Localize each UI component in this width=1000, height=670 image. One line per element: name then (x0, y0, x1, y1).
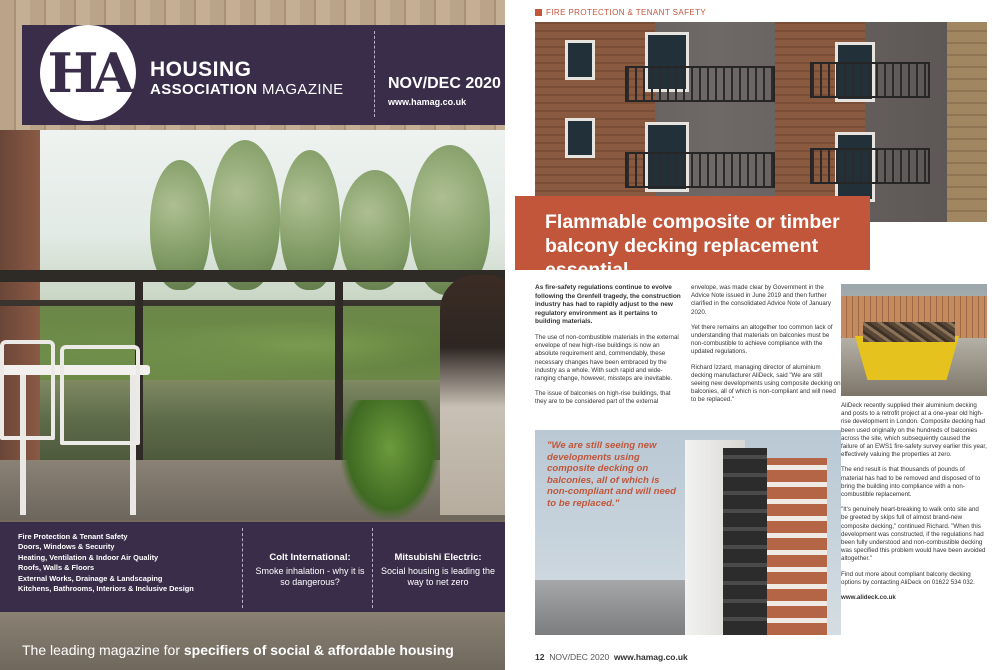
tree-image (280, 150, 340, 290)
ha-logo (40, 25, 136, 121)
topic-item: Fire Protection & Tenant Safety (18, 532, 128, 541)
balcony-railing (810, 62, 930, 98)
article-paragraph: Richard Izzard, managing director of aluminium decking manufacturer AliDeck, said "We are still seeing new developments using composite decking on balconies, all of which is non-compliant and will need to be replaced." (691, 363, 841, 404)
article-website: www.alideck.co.uk (841, 594, 896, 602)
article-paragraph: The use of non-combustible materials in the external envelope of new high-rise buildings is now an absolute requirement and, commendably, these necessary changes have been embraced by the industry as a whole. With such rapid and wide-ranging change, however, missteps are inevitable. (535, 333, 679, 382)
feature-colt (255, 552, 365, 588)
article-paragraph: The end result is that thousands of pounds of material has had to be removed and disposed of to bring the building into compliance with a non-combustible replacement. (841, 466, 981, 499)
yellow-skip (855, 336, 959, 380)
logo-letters: HA (47, 41, 129, 105)
cover-strapline (22, 642, 454, 658)
article-lead: As fire-safety regulations continue to evolve following the Grenfell tragedy, the construction industry has had to rapidly adjust to the new regulatory environment as it pertains to building materials. (535, 284, 681, 326)
brick-facade (535, 22, 655, 222)
strapline-bold: specifiers of social & affordable housing (183, 642, 454, 658)
article-page (515, 0, 1000, 670)
cover-contents-band (0, 522, 505, 612)
topic-item: Kitchens, Bathrooms, Interiors & Inclusive Design (18, 584, 194, 594)
tree-image (210, 140, 280, 290)
title-association: ASSOCIATION (150, 81, 258, 98)
stone-wall (947, 22, 987, 222)
masthead (22, 25, 505, 125)
article-paragraph: Yet there remains an altogether too common lack of understanding that materials on balconies must be non-combustible to achieve compliance with the updated regulations. (691, 323, 833, 356)
tower-brick-wall (767, 458, 827, 635)
window (565, 40, 595, 80)
balcony-railing (625, 152, 775, 188)
feature-heading: Colt International: (269, 552, 351, 563)
article-column-1 (535, 284, 683, 414)
chair (60, 345, 140, 445)
balcony-railing (625, 66, 775, 102)
topic-item: Heating, Ventilation & Indoor Air Quality (18, 552, 159, 562)
cover-url: www.hamag.co.uk (388, 97, 467, 107)
band-divider (242, 528, 243, 608)
pull-quote: "We are still seeing new developments using composite decking on balconies, all of which is non-compliant and will need to be replaced." (547, 440, 676, 509)
window-frame (0, 270, 505, 282)
balcony-railing (810, 148, 930, 184)
building-photo (535, 22, 987, 222)
band-divider (372, 528, 373, 608)
title-line-1: HOUSING (150, 58, 252, 81)
footer-url: www.hamag.co.uk (613, 652, 688, 662)
article-column-3 (841, 402, 987, 609)
potted-plant (340, 400, 440, 520)
cover-bottom-strip (0, 612, 505, 670)
title-line-2 (150, 82, 344, 97)
feature-body: Smoke inhalation - why it is so dangerous? (255, 566, 365, 587)
page-number: 12 (535, 652, 545, 662)
section-square-icon (535, 9, 542, 16)
magazine-title (150, 59, 344, 97)
article-paragraph: Find out more about compliant balcony decking options by contacting AliDeck on 01622 534 032. (841, 570, 975, 586)
person-figure (440, 275, 505, 515)
chair (0, 340, 55, 440)
tower-balconies (723, 448, 767, 635)
topic-item: Doors, Windows & Security (18, 542, 115, 552)
article-headline: Flammable composite or timber balcony decking replacement essential (545, 211, 840, 281)
article-column-2 (691, 284, 841, 412)
topic-item: External Works, Drainage & Landscaping (18, 573, 163, 583)
article-paragraph: AliDeck recently supplied their aluminium decking and posts to a retrofit project at a one-year old high-rise development in London. Composite decking had been used originally on the hundreds of balconies across the site, which subsequently caused the failure of an EWS1 fire-safety survey earlier this year, effectively valuing the properties at zero. (841, 402, 987, 459)
feature-mitsubishi (378, 552, 498, 588)
headline-box (515, 196, 870, 281)
topic-item: Roofs, Walls & Floors (18, 563, 95, 573)
window (565, 118, 595, 158)
feature-heading: Mitsubishi Electric: (394, 552, 482, 563)
issue-date: NOV/DEC 2020 (388, 75, 501, 92)
title-magazine: MAGAZINE (262, 81, 344, 98)
section-label: FIRE PROTECTION & TENANT SAFETY (546, 8, 707, 17)
section-tag (535, 8, 706, 17)
tower-photo (535, 430, 841, 635)
low-building (535, 580, 685, 635)
article-paragraph: The issue of balconies on high-rise buildings, that they are to be considered part of the external (535, 390, 671, 406)
strapline-start: The leading magazine for (22, 642, 184, 658)
window-frame (0, 300, 505, 306)
page-footer (535, 652, 688, 662)
footer-issue: NOV/DEC 2020 (549, 652, 610, 662)
article-paragraph: envelope, was made clear by Government in the Advice Note issued in June 2019 and then further clarified in the consolidated Advice Note of January 2020. (691, 284, 831, 316)
masthead-divider (374, 31, 375, 117)
topic-list (18, 532, 194, 594)
feature-body: Social housing is leading the way to net zero (380, 566, 496, 587)
decking-debris (863, 322, 955, 342)
article-paragraph: "It's genuinely heart-breaking to walk onto site and be greeted by skips full of almost brand-new composite decking," continued Richard. "When this development was constructed, if the regulations had been fully understood and non-combustible decking was specified this problem would have been avoided altogether." (841, 506, 986, 563)
skip-photo (841, 284, 987, 396)
